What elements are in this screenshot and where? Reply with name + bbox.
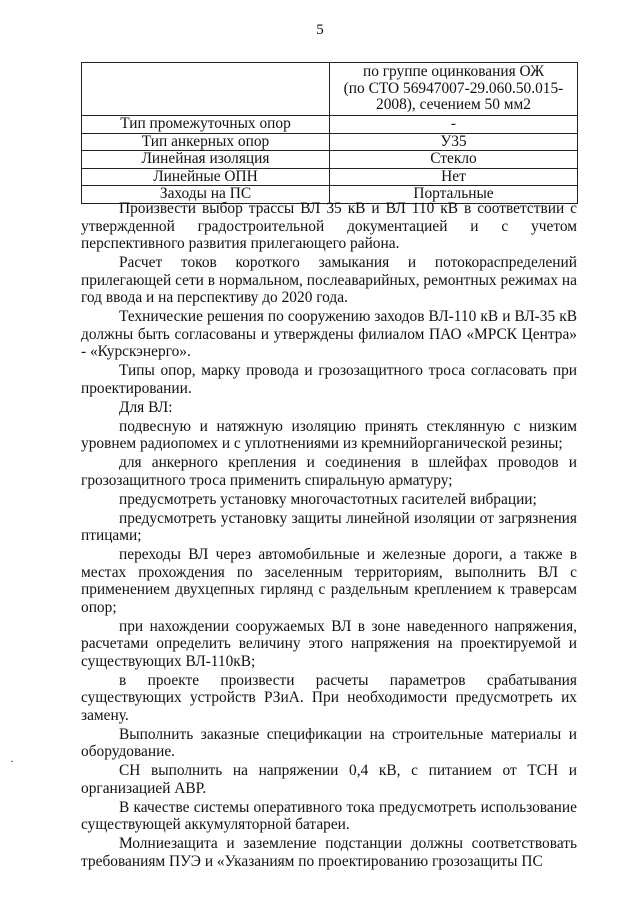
paragraph: в проекте произвести расчеты параметров срабатывания существующих устройств РЗиА. При необходимости предусмотреть их замену. [81, 671, 577, 724]
table-cell-value: Стекло [330, 151, 578, 169]
paragraph: В качестве системы оперативного тока предусмотреть использование существующей аккумуляторной батареи. [81, 798, 577, 833]
table-row [82, 133, 578, 151]
table-cell-value: Портальные [330, 186, 578, 204]
value-line: (по СТО 56947007-29.060.50.015- [343, 79, 564, 97]
body-text [81, 200, 577, 872]
value-line: 2008), сечением 50 мм2 [376, 96, 531, 114]
paragraph: Технические решения по сооружению заходов ВЛ-110 кВ и ВЛ-35 кВ должны быть согласованы и утверждены филиалом ПАО «МРСК Центра» - «Курскэнерго». [81, 308, 577, 360]
table-row [82, 63, 578, 116]
paragraph: предусмотреть установку защиты линейной изоляции от загрязнения птицами; [81, 509, 577, 544]
paragraph: переходы ВЛ через автомобильные и железные дороги, а также в местах прохождения по заселенным территориям, выполнить ВЛ с применением двухцепных гирлянд с раздельным креплением к траверсам опор; [81, 546, 577, 616]
paragraph: Типы опор, марку провода и грозозащитного троса согласовать при проектировании. [81, 362, 577, 397]
table-cell-label [82, 63, 330, 116]
paragraph: СН выполнить на напряжении 0,4 кВ, с питанием от ТСН и организацией АВР. [81, 762, 577, 797]
table-cell-label: Тип анкерных опор [82, 133, 330, 151]
paragraph: Молниезащита и заземление подстанции должны соответствовать требованиям ПУЭ и «Указаниям по проектированию грозозащиты ПС [81, 835, 577, 870]
table-cell-value: У35 [330, 133, 578, 151]
paragraph: Произвести выбор трассы ВЛ 35 кВ и ВЛ 110 кВ в соответствии с утвержденной градостроительной документацией и с учетом перспективного развития прилегающего района. [81, 200, 577, 252]
table-row [82, 116, 578, 134]
table-cell-label: Линейная изоляция [82, 151, 330, 169]
table-cell-value: - [330, 116, 578, 134]
paragraph: предусмотреть установку многочастотных гасителей вибрации; [119, 490, 537, 508]
value-line: по группе оцинкования ОЖ [362, 63, 545, 81]
paragraph: Расчет токов короткого замыкания и потокораспределений прилегающей сети в нормальном, послеаварийных, ремонтных режимах на год ввода и на перспективу до 2020 года. [81, 254, 577, 306]
table-cell-label: Тип промежуточных опор [82, 116, 330, 134]
table-cell-label: Заходы на ПС [82, 186, 330, 204]
margin-mark: · [10, 754, 14, 768]
paragraph: Для ВЛ: [119, 398, 173, 416]
table-row [82, 168, 578, 186]
paragraph: подвесную и натяжную изоляцию принять стеклянную с низким уровнем радиопомех и с уплотнениями из кремнийорганической резины; [81, 417, 577, 452]
table-cell-label: Линейные ОПН [82, 168, 330, 186]
paragraph: при нахождении сооружаемых ВЛ в зоне наведенного напряжения, расчетами определить величину этого напряжения на проектируемой и существующих ВЛ-110кВ; [81, 617, 577, 670]
paragraph: Выполнить заказные спецификации на строительные материалы и оборудование. [81, 725, 577, 760]
page-number: 5 [316, 22, 324, 38]
table-cell-value [330, 63, 578, 116]
table-cell-value: Нет [330, 168, 578, 186]
specification-table [81, 62, 578, 204]
table-row [82, 151, 578, 169]
paragraph: для анкерного крепления и соединения в шлейфах проводов и грозозащитного троса применить спиральную арматуру; [81, 454, 577, 489]
